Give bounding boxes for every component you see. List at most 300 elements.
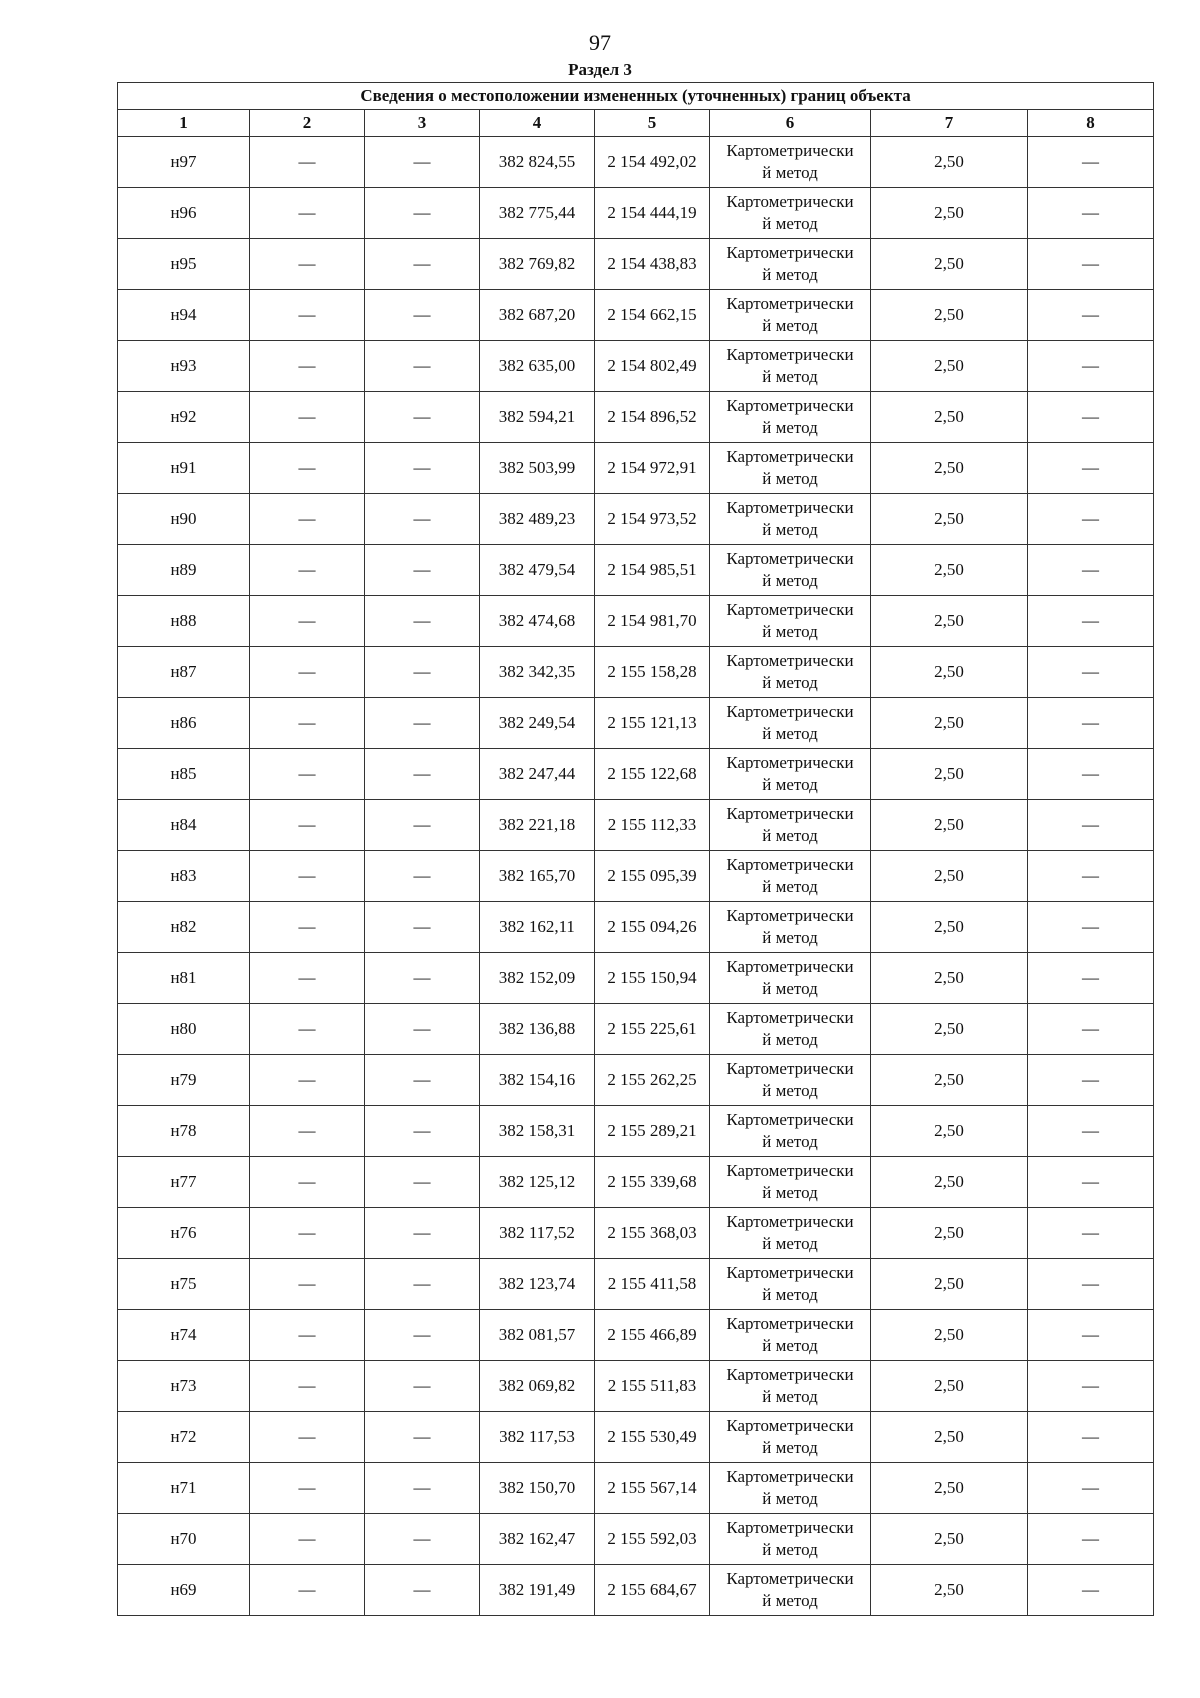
- description-cell: —: [1028, 1157, 1154, 1208]
- method-text-line-1: Картометрически: [726, 294, 854, 313]
- method-cell: [710, 1208, 871, 1259]
- method-cell: [710, 545, 871, 596]
- point-label-cell: н77: [118, 1157, 250, 1208]
- empty-cell: —: [365, 1361, 480, 1412]
- y-coordinate-cell: 2 155 094,26: [595, 902, 710, 953]
- x-coordinate-cell: 382 221,18: [480, 800, 595, 851]
- y-coordinate-cell: 2 155 511,83: [595, 1361, 710, 1412]
- method-text-line-2: й метод: [762, 418, 818, 437]
- point-label-cell: н87: [118, 647, 250, 698]
- x-coordinate-cell: 382 769,82: [480, 239, 595, 290]
- empty-cell: —: [250, 1463, 365, 1514]
- empty-cell: —: [250, 1565, 365, 1616]
- method-text-line-1: Картометрически: [726, 1059, 854, 1078]
- x-coordinate-cell: 382 479,54: [480, 545, 595, 596]
- x-coordinate-cell: 382 117,52: [480, 1208, 595, 1259]
- method-cell: [710, 137, 871, 188]
- x-coordinate-cell: 382 247,44: [480, 749, 595, 800]
- y-coordinate-cell: 2 155 158,28: [595, 647, 710, 698]
- method-cell: [710, 902, 871, 953]
- method-text-line-2: й метод: [762, 775, 818, 794]
- description-cell: —: [1028, 494, 1154, 545]
- x-coordinate-cell: 382 117,53: [480, 1412, 595, 1463]
- empty-cell: —: [250, 1514, 365, 1565]
- x-coordinate-cell: 382 136,88: [480, 1004, 595, 1055]
- point-label-cell: н92: [118, 392, 250, 443]
- method-text-line-1: Картометрически: [726, 1110, 854, 1129]
- method-text-line-1: Картометрически: [726, 1416, 854, 1435]
- method-text-line-2: й метод: [762, 877, 818, 896]
- x-coordinate-cell: 382 165,70: [480, 851, 595, 902]
- table-caption-row: [118, 83, 1154, 110]
- table-row: [118, 596, 1154, 647]
- method-text-line-2: й метод: [762, 928, 818, 947]
- y-coordinate-cell: 2 155 289,21: [595, 1106, 710, 1157]
- method-cell: [710, 443, 871, 494]
- empty-cell: —: [365, 188, 480, 239]
- method-text-line-1: Картометрически: [726, 651, 854, 670]
- method-text-line-1: Картометрически: [726, 600, 854, 619]
- point-label-cell: н80: [118, 1004, 250, 1055]
- description-cell: —: [1028, 1259, 1154, 1310]
- point-label-cell: н81: [118, 953, 250, 1004]
- method-text-line-2: й метод: [762, 367, 818, 386]
- empty-cell: —: [365, 1004, 480, 1055]
- table-row: [118, 1004, 1154, 1055]
- description-cell: —: [1028, 443, 1154, 494]
- x-coordinate-cell: 382 635,00: [480, 341, 595, 392]
- point-label-cell: н71: [118, 1463, 250, 1514]
- empty-cell: —: [250, 1055, 365, 1106]
- method-text-line-1: Картометрически: [726, 1212, 854, 1231]
- empty-cell: —: [365, 647, 480, 698]
- empty-cell: —: [365, 1259, 480, 1310]
- method-cell: [710, 647, 871, 698]
- point-label-cell: н95: [118, 239, 250, 290]
- column-number: 1: [118, 110, 250, 137]
- description-cell: —: [1028, 596, 1154, 647]
- table-row: [118, 902, 1154, 953]
- point-label-cell: н83: [118, 851, 250, 902]
- empty-cell: —: [365, 596, 480, 647]
- empty-cell: —: [250, 1259, 365, 1310]
- table-row: [118, 851, 1154, 902]
- x-coordinate-cell: 382 069,82: [480, 1361, 595, 1412]
- method-text-line-2: й метод: [762, 622, 818, 641]
- accuracy-cell: 2,50: [871, 239, 1028, 290]
- point-label-cell: н93: [118, 341, 250, 392]
- point-label-cell: н69: [118, 1565, 250, 1616]
- method-text-line-1: Картометрически: [726, 1518, 854, 1537]
- method-cell: [710, 188, 871, 239]
- method-text-line-1: Картометрически: [726, 447, 854, 466]
- description-cell: —: [1028, 239, 1154, 290]
- accuracy-cell: 2,50: [871, 494, 1028, 545]
- method-text-line-1: Картометрически: [726, 192, 854, 211]
- empty-cell: —: [250, 1208, 365, 1259]
- empty-cell: —: [365, 953, 480, 1004]
- description-cell: —: [1028, 1310, 1154, 1361]
- y-coordinate-cell: 2 155 262,25: [595, 1055, 710, 1106]
- empty-cell: —: [365, 1055, 480, 1106]
- method-text-line-1: Картометрически: [726, 498, 854, 517]
- accuracy-cell: 2,50: [871, 1514, 1028, 1565]
- method-cell: [710, 1157, 871, 1208]
- table-row: [118, 1208, 1154, 1259]
- empty-cell: —: [250, 290, 365, 341]
- accuracy-cell: 2,50: [871, 851, 1028, 902]
- empty-cell: —: [365, 1157, 480, 1208]
- column-number: 6: [710, 110, 871, 137]
- method-cell: [710, 494, 871, 545]
- table-row: [118, 1259, 1154, 1310]
- accuracy-cell: 2,50: [871, 749, 1028, 800]
- accuracy-cell: 2,50: [871, 290, 1028, 341]
- accuracy-cell: 2,50: [871, 800, 1028, 851]
- point-label-cell: н74: [118, 1310, 250, 1361]
- description-cell: —: [1028, 1565, 1154, 1616]
- empty-cell: —: [250, 1106, 365, 1157]
- y-coordinate-cell: 2 155 567,14: [595, 1463, 710, 1514]
- point-label-cell: н73: [118, 1361, 250, 1412]
- empty-cell: —: [250, 188, 365, 239]
- table-row: [118, 545, 1154, 596]
- method-text-line-2: й метод: [762, 1132, 818, 1151]
- method-text-line-1: Картометрически: [726, 1008, 854, 1027]
- y-coordinate-cell: 2 154 896,52: [595, 392, 710, 443]
- method-text-line-2: й метод: [762, 724, 818, 743]
- y-coordinate-cell: 2 155 592,03: [595, 1514, 710, 1565]
- method-text-line-2: й метод: [762, 1285, 818, 1304]
- x-coordinate-cell: 382 125,12: [480, 1157, 595, 1208]
- empty-cell: —: [365, 1565, 480, 1616]
- method-text-line-1: Картометрически: [726, 1365, 854, 1384]
- method-text-line-2: й метод: [762, 265, 818, 284]
- empty-cell: —: [365, 698, 480, 749]
- point-label-cell: н78: [118, 1106, 250, 1157]
- method-cell: [710, 290, 871, 341]
- accuracy-cell: 2,50: [871, 1361, 1028, 1412]
- table-row: [118, 1514, 1154, 1565]
- point-label-cell: н75: [118, 1259, 250, 1310]
- method-text-line-2: й метод: [762, 979, 818, 998]
- y-coordinate-cell: 2 155 121,13: [595, 698, 710, 749]
- accuracy-cell: 2,50: [871, 545, 1028, 596]
- x-coordinate-cell: 382 162,11: [480, 902, 595, 953]
- table-row: [118, 1565, 1154, 1616]
- accuracy-cell: 2,50: [871, 647, 1028, 698]
- x-coordinate-cell: 382 594,21: [480, 392, 595, 443]
- method-cell: [710, 800, 871, 851]
- description-cell: —: [1028, 392, 1154, 443]
- empty-cell: —: [250, 1412, 365, 1463]
- description-cell: —: [1028, 137, 1154, 188]
- y-coordinate-cell: 2 155 411,58: [595, 1259, 710, 1310]
- empty-cell: —: [250, 1310, 365, 1361]
- empty-cell: —: [365, 1463, 480, 1514]
- table-row: [118, 188, 1154, 239]
- method-cell: [710, 749, 871, 800]
- y-coordinate-cell: 2 154 438,83: [595, 239, 710, 290]
- point-label-cell: н90: [118, 494, 250, 545]
- empty-cell: —: [250, 749, 365, 800]
- point-label-cell: н97: [118, 137, 250, 188]
- method-text-line-1: Картометрически: [726, 1161, 854, 1180]
- accuracy-cell: 2,50: [871, 1259, 1028, 1310]
- x-coordinate-cell: 382 474,68: [480, 596, 595, 647]
- empty-cell: —: [365, 1514, 480, 1565]
- column-number: 2: [250, 110, 365, 137]
- method-text-line-1: Картометрически: [726, 753, 854, 772]
- y-coordinate-cell: 2 154 662,15: [595, 290, 710, 341]
- point-label-cell: н85: [118, 749, 250, 800]
- method-text-line-1: Картометрически: [726, 804, 854, 823]
- empty-cell: —: [365, 341, 480, 392]
- empty-cell: —: [250, 392, 365, 443]
- accuracy-cell: 2,50: [871, 392, 1028, 443]
- column-number: 3: [365, 110, 480, 137]
- method-text-line-2: й метод: [762, 1540, 818, 1559]
- description-cell: —: [1028, 698, 1154, 749]
- x-coordinate-cell: 382 152,09: [480, 953, 595, 1004]
- empty-cell: —: [250, 596, 365, 647]
- description-cell: —: [1028, 290, 1154, 341]
- method-cell: [710, 698, 871, 749]
- point-label-cell: н89: [118, 545, 250, 596]
- method-cell: [710, 1463, 871, 1514]
- description-cell: —: [1028, 851, 1154, 902]
- table-row: [118, 647, 1154, 698]
- method-text-line-2: й метод: [762, 1234, 818, 1253]
- method-text-line-2: й метод: [762, 214, 818, 233]
- accuracy-cell: 2,50: [871, 698, 1028, 749]
- y-coordinate-cell: 2 155 122,68: [595, 749, 710, 800]
- column-number-row: [118, 110, 1154, 137]
- method-text-line-1: Картометрически: [726, 396, 854, 415]
- table-row: [118, 1412, 1154, 1463]
- description-cell: —: [1028, 647, 1154, 698]
- accuracy-cell: 2,50: [871, 1463, 1028, 1514]
- empty-cell: —: [250, 443, 365, 494]
- method-text-line-1: Картометрически: [726, 906, 854, 925]
- description-cell: —: [1028, 800, 1154, 851]
- method-text-line-2: й метод: [762, 673, 818, 692]
- method-text-line-1: Картометрически: [726, 855, 854, 874]
- x-coordinate-cell: 382 775,44: [480, 188, 595, 239]
- method-text-line-1: Картометрически: [726, 243, 854, 262]
- point-label-cell: н79: [118, 1055, 250, 1106]
- table-row: [118, 1310, 1154, 1361]
- empty-cell: —: [365, 1412, 480, 1463]
- y-coordinate-cell: 2 154 981,70: [595, 596, 710, 647]
- column-number: 8: [1028, 110, 1154, 137]
- empty-cell: —: [250, 341, 365, 392]
- empty-cell: —: [250, 494, 365, 545]
- method-text-line-2: й метод: [762, 520, 818, 539]
- point-label-cell: н88: [118, 596, 250, 647]
- empty-cell: —: [365, 443, 480, 494]
- x-coordinate-cell: 382 249,54: [480, 698, 595, 749]
- empty-cell: —: [365, 392, 480, 443]
- method-cell: [710, 1004, 871, 1055]
- accuracy-cell: 2,50: [871, 1004, 1028, 1055]
- y-coordinate-cell: 2 155 112,33: [595, 800, 710, 851]
- y-coordinate-cell: 2 155 684,67: [595, 1565, 710, 1616]
- description-cell: —: [1028, 1514, 1154, 1565]
- method-cell: [710, 239, 871, 290]
- point-label-cell: н84: [118, 800, 250, 851]
- accuracy-cell: 2,50: [871, 443, 1028, 494]
- table-row: [118, 137, 1154, 188]
- empty-cell: —: [250, 137, 365, 188]
- point-label-cell: н94: [118, 290, 250, 341]
- table-row: [118, 698, 1154, 749]
- x-coordinate-cell: 382 154,16: [480, 1055, 595, 1106]
- table-row: [118, 800, 1154, 851]
- point-label-cell: н76: [118, 1208, 250, 1259]
- table-row: [118, 443, 1154, 494]
- empty-cell: —: [365, 749, 480, 800]
- method-text-line-1: Картометрически: [726, 1467, 854, 1486]
- y-coordinate-cell: 2 154 802,49: [595, 341, 710, 392]
- method-cell: [710, 1259, 871, 1310]
- accuracy-cell: 2,50: [871, 341, 1028, 392]
- point-label-cell: н96: [118, 188, 250, 239]
- empty-cell: —: [250, 1157, 365, 1208]
- y-coordinate-cell: 2 155 530,49: [595, 1412, 710, 1463]
- accuracy-cell: 2,50: [871, 1055, 1028, 1106]
- accuracy-cell: 2,50: [871, 1208, 1028, 1259]
- method-text-line-2: й метод: [762, 1183, 818, 1202]
- empty-cell: —: [250, 800, 365, 851]
- table-row: [118, 239, 1154, 290]
- method-text-line-2: й метод: [762, 1489, 818, 1508]
- method-text-line-2: й метод: [762, 163, 818, 182]
- description-cell: —: [1028, 545, 1154, 596]
- method-cell: [710, 851, 871, 902]
- boundary-table: [117, 82, 1154, 1616]
- method-text-line-2: й метод: [762, 1336, 818, 1355]
- method-cell: [710, 1361, 871, 1412]
- empty-cell: —: [365, 1310, 480, 1361]
- description-cell: —: [1028, 902, 1154, 953]
- x-coordinate-cell: 382 150,70: [480, 1463, 595, 1514]
- y-coordinate-cell: 2 154 444,19: [595, 188, 710, 239]
- empty-cell: —: [365, 1208, 480, 1259]
- y-coordinate-cell: 2 154 972,91: [595, 443, 710, 494]
- x-coordinate-cell: 382 123,74: [480, 1259, 595, 1310]
- method-cell: [710, 1565, 871, 1616]
- method-text-line-2: й метод: [762, 1438, 818, 1457]
- column-number: 7: [871, 110, 1028, 137]
- empty-cell: —: [250, 902, 365, 953]
- x-coordinate-cell: 382 687,20: [480, 290, 595, 341]
- empty-cell: —: [365, 290, 480, 341]
- method-cell: [710, 953, 871, 1004]
- accuracy-cell: 2,50: [871, 902, 1028, 953]
- accuracy-cell: 2,50: [871, 188, 1028, 239]
- description-cell: —: [1028, 1412, 1154, 1463]
- description-cell: —: [1028, 341, 1154, 392]
- y-coordinate-cell: 2 155 368,03: [595, 1208, 710, 1259]
- description-cell: —: [1028, 1208, 1154, 1259]
- table-row: [118, 341, 1154, 392]
- point-label-cell: н82: [118, 902, 250, 953]
- y-coordinate-cell: 2 154 492,02: [595, 137, 710, 188]
- method-text-line-2: й метод: [762, 826, 818, 845]
- description-cell: —: [1028, 953, 1154, 1004]
- table-row: [118, 1055, 1154, 1106]
- table-row: [118, 1463, 1154, 1514]
- y-coordinate-cell: 2 155 339,68: [595, 1157, 710, 1208]
- table-row: [118, 1106, 1154, 1157]
- method-text-line-2: й метод: [762, 1387, 818, 1406]
- empty-cell: —: [365, 902, 480, 953]
- method-cell: [710, 1514, 871, 1565]
- table-row: [118, 953, 1154, 1004]
- accuracy-cell: 2,50: [871, 596, 1028, 647]
- column-number: 4: [480, 110, 595, 137]
- method-text-line-1: Картометрически: [726, 1569, 854, 1588]
- table-row: [118, 392, 1154, 443]
- method-text-line-1: Картометрически: [726, 345, 854, 364]
- method-cell: [710, 1106, 871, 1157]
- description-cell: —: [1028, 1463, 1154, 1514]
- empty-cell: —: [365, 1106, 480, 1157]
- method-cell: [710, 1412, 871, 1463]
- accuracy-cell: 2,50: [871, 1565, 1028, 1616]
- x-coordinate-cell: 382 158,31: [480, 1106, 595, 1157]
- method-text-line-1: Картометрически: [726, 702, 854, 721]
- section-title: Раздел 3: [568, 60, 632, 79]
- table-row: [118, 290, 1154, 341]
- y-coordinate-cell: 2 154 973,52: [595, 494, 710, 545]
- accuracy-cell: 2,50: [871, 953, 1028, 1004]
- y-coordinate-cell: 2 155 150,94: [595, 953, 710, 1004]
- table-row: [118, 749, 1154, 800]
- method-text-line-2: й метод: [762, 1030, 818, 1049]
- x-coordinate-cell: 382 489,23: [480, 494, 595, 545]
- empty-cell: —: [365, 137, 480, 188]
- table-row: [118, 1157, 1154, 1208]
- y-coordinate-cell: 2 155 466,89: [595, 1310, 710, 1361]
- method-text-line-1: Картометрически: [726, 141, 854, 160]
- method-cell: [710, 1310, 871, 1361]
- x-coordinate-cell: 382 162,47: [480, 1514, 595, 1565]
- method-text-line-2: й метод: [762, 1591, 818, 1610]
- description-cell: —: [1028, 188, 1154, 239]
- empty-cell: —: [365, 545, 480, 596]
- column-number: 5: [595, 110, 710, 137]
- y-coordinate-cell: 2 155 225,61: [595, 1004, 710, 1055]
- method-text-line-2: й метод: [762, 571, 818, 590]
- method-text-line-2: й метод: [762, 316, 818, 335]
- empty-cell: —: [365, 494, 480, 545]
- empty-cell: —: [365, 851, 480, 902]
- empty-cell: —: [365, 239, 480, 290]
- description-cell: —: [1028, 1361, 1154, 1412]
- point-label-cell: н91: [118, 443, 250, 494]
- accuracy-cell: 2,50: [871, 1106, 1028, 1157]
- point-label-cell: н86: [118, 698, 250, 749]
- description-cell: —: [1028, 1055, 1154, 1106]
- method-text-line-1: Картометрически: [726, 549, 854, 568]
- accuracy-cell: 2,50: [871, 137, 1028, 188]
- point-label-cell: н70: [118, 1514, 250, 1565]
- method-text-line-1: Картометрически: [726, 957, 854, 976]
- empty-cell: —: [250, 953, 365, 1004]
- empty-cell: —: [250, 647, 365, 698]
